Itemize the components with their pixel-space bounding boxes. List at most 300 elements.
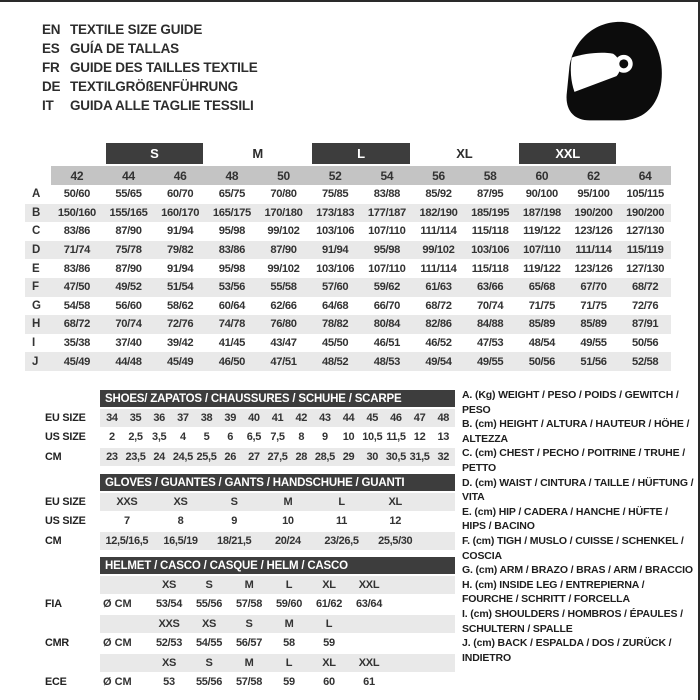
table-row (25, 222, 671, 241)
size-value: 49/54 (425, 355, 452, 368)
size-value: 46/51 (373, 337, 400, 350)
helmet-size-label: S (205, 578, 213, 591)
size-number: 48 (206, 166, 258, 185)
size-value: 74/78 (218, 318, 245, 331)
size-value: 83/88 (373, 188, 400, 201)
size-value: 103/106 (316, 262, 355, 275)
size-value: 61/63 (425, 281, 452, 294)
sub-row (45, 512, 455, 530)
size-number: 46 (154, 166, 206, 185)
helmet-size-value: 61/62 (315, 598, 343, 610)
size-value: 68/72 (63, 318, 90, 331)
size-value: 72/76 (167, 318, 194, 331)
sub-row (45, 493, 455, 511)
shoes-rows (45, 409, 455, 466)
helmet-size-value: 53/54 (155, 598, 183, 610)
size-value: 95/98 (373, 244, 400, 257)
helmet-table (45, 557, 455, 691)
size-value: 52/58 (632, 355, 659, 368)
size-value: 119/122 (523, 225, 561, 238)
size-value: 65/68 (528, 281, 555, 294)
size-value: 115/119 (626, 244, 664, 257)
size-value: 70/80 (270, 188, 297, 201)
size-number: 54 (361, 166, 413, 185)
size-value: 127/130 (626, 262, 665, 275)
sub-value: 13 (437, 431, 450, 443)
sub-value: 9 (231, 515, 238, 527)
size-value: 90/100 (525, 188, 558, 201)
size-value: 119/122 (523, 262, 561, 275)
size-value: 49/55 (580, 337, 607, 350)
helmet-size-band (100, 576, 455, 594)
size-value: 39/42 (167, 337, 194, 350)
size-value: 85/89 (580, 318, 607, 331)
sub-row-cells (100, 431, 455, 443)
shoes-header: SHOES/ ZAPATOS / CHAUSSURES / SCHUHE / SCARPE (100, 390, 455, 407)
size-value: 47/51 (270, 355, 297, 368)
size-value: 45/50 (322, 337, 349, 350)
sub-row-band (100, 493, 455, 511)
sub-value: 23/26,5 (324, 534, 359, 547)
sub-value: XL (388, 495, 402, 508)
size-value: 43/47 (270, 337, 297, 350)
sub-value: 38 (200, 411, 213, 424)
size-value: 103/106 (471, 244, 510, 257)
size-value: 111/114 (575, 244, 612, 257)
size-value: 190/200 (626, 206, 665, 219)
helmet-size-label: S (245, 617, 253, 630)
table-row (25, 259, 671, 278)
measurement-legend (462, 388, 694, 665)
size-value: 58/62 (167, 299, 194, 312)
size-value: 76/80 (270, 318, 297, 331)
size-value: 37/40 (115, 337, 142, 350)
size-group-label: L (312, 143, 409, 164)
sub-value: 7,5 (270, 431, 285, 443)
language-code: FR (42, 60, 60, 75)
size-value: 47/50 (63, 281, 90, 294)
sub-value: 10 (282, 515, 294, 527)
sub-value: 8 (298, 431, 305, 443)
helmet-size-row (45, 615, 455, 633)
language-row (42, 20, 258, 39)
row-letter: A (32, 188, 41, 201)
size-value: 87/90 (270, 244, 297, 257)
size-value: 51/56 (580, 355, 607, 368)
sub-value: 24,5 (172, 450, 193, 463)
sub-value: 12 (413, 431, 426, 443)
sub-value: 30,5 (385, 450, 406, 463)
sub-value: 10,5 (362, 431, 383, 443)
size-value: 85/92 (425, 188, 452, 201)
sub-row-label (45, 615, 100, 633)
helmet-size-value: 57/58 (235, 598, 263, 610)
helmet-size-value: 63/64 (355, 598, 383, 610)
size-value: 44/48 (115, 355, 142, 368)
sub-value: 36 (153, 411, 165, 424)
helmet-standard-row (45, 595, 455, 613)
size-value: 75/78 (115, 244, 142, 257)
size-value: 87/90 (115, 225, 142, 238)
size-value: 50/60 (63, 188, 90, 201)
sub-value: 34 (106, 411, 118, 424)
table-row (25, 297, 671, 316)
size-value: 71/75 (580, 299, 607, 312)
guide-title: GUIDA ALLE TAGLIE TESSILI (70, 98, 254, 113)
size-group-label: M (252, 146, 263, 161)
helmet-size-label: M (244, 578, 254, 591)
sub-row-cells (100, 496, 422, 508)
sub-value: 6,5 (246, 431, 261, 443)
number-row-spacer (25, 166, 51, 185)
sub-row-band (100, 512, 455, 530)
language-row (42, 96, 258, 115)
table-row (25, 352, 671, 371)
sub-value: 11 (336, 515, 347, 527)
size-value: 91/94 (167, 225, 194, 238)
helmet-size-label: M (244, 656, 254, 669)
size-group-label: XXL (519, 143, 616, 164)
sub-value: 41 (271, 411, 284, 424)
size-value: 177/187 (367, 206, 406, 219)
sub-value: XS (173, 495, 188, 508)
size-value: 95/98 (218, 225, 245, 238)
row-letter: G (32, 299, 41, 312)
size-value: 127/130 (626, 225, 665, 238)
size-value: 48/52 (322, 355, 349, 368)
sub-value: 26 (224, 450, 236, 463)
size-data-rows (25, 185, 671, 371)
sub-row-label (45, 654, 100, 672)
size-value: 80/84 (373, 318, 400, 331)
size-number: 60 (516, 166, 568, 185)
helmet-size-label: XL (322, 578, 336, 591)
size-value: 57/60 (322, 281, 349, 294)
size-value: 56/60 (115, 299, 142, 312)
helmet-size-label: M (284, 617, 294, 630)
helmet-standard-name: FIA (45, 598, 62, 610)
size-value: 95/100 (577, 188, 610, 201)
size-value: 111/114 (420, 262, 457, 275)
language-code: EN (42, 22, 61, 37)
sub-value: 47 (413, 411, 426, 424)
helmet-rows (45, 576, 455, 692)
legend-item: C. (cm) CHEST / PECHO / POITRINE / TRUHE / PETTO (462, 447, 685, 474)
size-value: 87/90 (115, 262, 142, 275)
language-row (42, 77, 258, 96)
sub-row (45, 409, 455, 427)
row-letter: J (32, 355, 39, 368)
legend-item: B. (cm) HEIGHT / ALTURA / HAUTEUR / HÖHE / ALTEZZA (462, 418, 690, 445)
helmet-size-value: 61 (363, 676, 375, 688)
size-value: 35/38 (63, 337, 90, 350)
legend-item: H. (cm) INSIDE LEG / ENTREPIERNA / FOURCHE / SCHRITT / FORCELLA (462, 578, 645, 606)
size-value: 91/94 (322, 244, 349, 257)
size-value: 55/65 (115, 188, 142, 201)
size-value: 115/118 (471, 225, 509, 238)
diameter-label: Ø CM (103, 637, 132, 649)
size-value: 53/56 (218, 281, 245, 294)
size-value: 87/91 (632, 318, 659, 331)
row-letter: E (32, 262, 40, 275)
language-row (42, 58, 258, 77)
sub-value: 23 (106, 450, 118, 463)
sub-row-label: US SIZE (45, 431, 86, 443)
legend-item: A. (Kg) WEIGHT / PESO / POIDS / GEWITCH / PESO (462, 389, 679, 416)
helmet-size-label: XL (322, 656, 336, 669)
sub-value: 12,5/16,5 (105, 534, 149, 547)
size-value: 105/115 (626, 188, 664, 201)
size-value: 63/66 (477, 281, 504, 294)
size-value: 83/86 (218, 244, 245, 257)
language-row (42, 39, 258, 58)
racing-helmet-icon (556, 14, 668, 126)
helmet-size-value: 59/60 (275, 598, 303, 610)
helmet-size-label: XS (161, 578, 177, 591)
size-value: 85/89 (528, 318, 555, 331)
size-value: 107/110 (523, 244, 561, 257)
sub-value: 35 (129, 411, 142, 424)
page-top-border (0, 0, 700, 2)
size-value: 187/198 (522, 206, 561, 219)
size-value: 84/88 (477, 318, 504, 331)
sub-value: 40 (248, 411, 260, 424)
size-number: 58 (464, 166, 516, 185)
helmet-size-label: L (285, 578, 293, 591)
legend-item: F. (cm) TIGH / MUSLO / CUISSE / SCHENKEL / COSCIA (462, 534, 684, 562)
size-value: 173/183 (316, 206, 355, 219)
sub-row-band (100, 428, 455, 446)
sub-row (45, 428, 455, 446)
size-value: 83/86 (63, 262, 90, 275)
size-value: 103/106 (316, 225, 355, 238)
size-value: 165/175 (212, 206, 251, 219)
size-value: 107/110 (368, 225, 406, 238)
sub-value: 7 (123, 515, 130, 527)
helmet-size-value: 55/56 (195, 598, 223, 610)
helmet-standard-row (45, 673, 455, 691)
sub-row-band (100, 409, 455, 427)
sub-value: 48 (437, 411, 450, 424)
helmet-size-value: 55/56 (195, 676, 223, 688)
size-value: 115/118 (471, 262, 509, 275)
helmet-size-value: 53 (163, 676, 175, 688)
size-value: 68/72 (632, 281, 659, 294)
size-value: 66/70 (373, 299, 400, 312)
helmet-size-label: XXL (358, 578, 380, 591)
size-value: 49/55 (477, 355, 504, 368)
sub-value: 12 (389, 515, 401, 527)
guide-title: TEXTILE SIZE GUIDE (70, 22, 203, 37)
helmet-header: HELMET / CASCO / CASQUE / HELM / CASCO (100, 557, 455, 574)
size-number: 50 (258, 166, 310, 185)
size-value: 48/53 (373, 355, 400, 368)
size-value: 48/54 (528, 337, 555, 350)
sub-row-label (45, 576, 100, 594)
helmet-size-label: L (285, 656, 293, 669)
size-value: 62/66 (270, 299, 297, 312)
sub-value: 10 (342, 431, 355, 443)
sub-value: 3,5 (152, 431, 167, 443)
sub-row-label: EU SIZE (45, 495, 86, 508)
size-value: 78/82 (322, 318, 349, 331)
gloves-header: GLOVES / GUANTES / GANTS / HANDSCHUHE / GUANTI (100, 474, 455, 491)
size-number: 56 (413, 166, 465, 185)
language-code: IT (42, 98, 54, 113)
size-value: 70/74 (115, 318, 142, 331)
size-value: 182/190 (419, 206, 458, 219)
size-value: 41/45 (218, 337, 245, 350)
sub-value: 30 (366, 450, 378, 463)
size-value: 71/74 (63, 244, 90, 257)
sub-value: 37 (177, 411, 189, 424)
sub-value: 27,5 (267, 450, 288, 463)
table-row (25, 278, 671, 297)
sub-value: 5 (203, 431, 210, 443)
size-value: 123/126 (574, 225, 613, 238)
size-value: 60/64 (218, 299, 245, 312)
sub-value: 31,5 (409, 450, 430, 463)
size-value: 160/170 (161, 206, 200, 219)
row-letter: F (32, 281, 40, 294)
sub-value: 43 (319, 411, 331, 424)
size-number: 64 (619, 166, 671, 185)
size-value: 107/110 (368, 262, 406, 275)
row-letter: I (32, 337, 36, 350)
size-value: 87/95 (477, 188, 504, 201)
shoes-table (45, 390, 455, 466)
language-title-list (42, 20, 258, 115)
sub-row-band (100, 448, 455, 466)
size-value: 185/195 (471, 206, 510, 219)
size-number-row (25, 166, 671, 185)
sub-row-cells (100, 451, 455, 463)
size-value: 49/52 (115, 281, 142, 294)
helmet-size-label: XXS (158, 617, 180, 630)
diameter-label: Ø CM (103, 598, 132, 610)
sub-value: 20/24 (274, 534, 301, 547)
size-number: 42 (51, 166, 103, 185)
helmet-size-value: 60 (323, 676, 335, 688)
size-value: 99/102 (267, 262, 300, 275)
helmet-size-value: 54/55 (195, 637, 223, 649)
legend-item: E. (cm) HIP / CADERA / HANCHE / HÜFTE / HIPS / BACINO (462, 505, 668, 533)
helmet-value-band (100, 595, 455, 613)
sub-value: XXS (116, 495, 138, 508)
size-value: 46/52 (425, 337, 452, 350)
size-value: 190/200 (574, 206, 613, 219)
legend-item: G. (cm) ARM / BRAZO / BRAS / ARM / BRACCIO (462, 564, 693, 577)
size-value: 45/49 (167, 355, 194, 368)
size-group-label: S (106, 143, 203, 164)
sub-value: 28,5 (314, 450, 335, 463)
table-row (25, 185, 671, 204)
helmet-size-value: 56/57 (235, 637, 263, 649)
sub-row-cells (100, 535, 422, 547)
sub-value: 2 (108, 431, 115, 443)
size-value: 79/82 (167, 244, 194, 257)
helmet-standard-row (45, 634, 455, 652)
helmet-size-value: 59 (283, 676, 295, 688)
size-number: 52 (309, 166, 361, 185)
helmet-size-value: 52/53 (155, 637, 183, 649)
helmet-size-label: XS (161, 656, 177, 669)
size-number: 62 (568, 166, 620, 185)
size-value: 170/180 (264, 206, 303, 219)
sub-value: 25,5 (196, 450, 217, 463)
helmet-standard-name: ECE (45, 676, 67, 688)
sub-value: 4 (179, 431, 186, 443)
language-code: ES (42, 41, 60, 56)
guide-title: GUIDE DES TAILLES TEXTILE (70, 60, 258, 75)
size-value: 67/70 (580, 281, 607, 294)
sub-row-cells (100, 515, 422, 527)
language-code: DE (42, 79, 61, 94)
size-value: 99/102 (267, 225, 300, 238)
row-letter: B (32, 206, 41, 219)
sub-value: 42 (295, 411, 307, 424)
sub-row-band (100, 532, 455, 550)
size-value: 51/54 (167, 281, 194, 294)
size-value: 91/94 (167, 262, 194, 275)
sub-value: 11,5 (386, 431, 406, 443)
size-value: 95/98 (218, 262, 245, 275)
sub-value: 44 (342, 411, 355, 424)
legend-item: D. (cm) WAIST / CINTURA / TAILLE / HÜFTUNG / VITA (462, 476, 694, 504)
size-value: 59/62 (373, 281, 400, 294)
row-letter: C (32, 225, 41, 238)
sub-value: S (230, 495, 238, 508)
gloves-table (45, 474, 455, 550)
size-number: 44 (103, 166, 155, 185)
helmet-size-label: XS (201, 617, 217, 630)
legend-item: J. (cm) BACK / ESPALDA / DOS / ZURÜCK / INDIETRO (462, 637, 672, 664)
diameter-label: Ø CM (103, 676, 132, 688)
helmet-size-band (100, 615, 455, 633)
helmet-size-label: XXL (358, 656, 380, 669)
helmet-standard-name: CMR (45, 637, 69, 649)
helmet-size-value: 58 (283, 637, 295, 649)
legend-item: I. (cm) SHOULDERS / HOMBROS / ÉPAULES / SCHULTERN / SPALLE (462, 607, 683, 635)
size-value: 123/126 (574, 262, 613, 275)
size-value: 64/68 (322, 299, 349, 312)
table-row (25, 334, 671, 353)
size-value: 99/102 (422, 244, 455, 257)
guide-title: GUÍA DE TALLAS (70, 41, 179, 56)
sub-value: 2,5 (128, 431, 143, 443)
sub-value: M (283, 495, 293, 508)
row-letter: D (32, 244, 41, 257)
size-value: 50/56 (528, 355, 555, 368)
size-value: 65/75 (218, 188, 245, 201)
size-value: 155/165 (109, 206, 148, 219)
sub-value: 16,5/19 (163, 534, 198, 547)
sub-value: 23,5 (125, 450, 146, 463)
helmet-value-band (100, 634, 455, 652)
size-value: 45/49 (63, 355, 90, 368)
guide-title: TEXTILGRÖßENFÜHRUNG (70, 79, 238, 94)
size-value: 68/72 (425, 299, 452, 312)
helmet-size-label: L (325, 617, 333, 630)
sub-row-label: US SIZE (45, 515, 86, 527)
size-value: 83/86 (63, 225, 90, 238)
sub-value: 29 (342, 450, 355, 463)
table-row (25, 204, 671, 223)
size-value: 82/86 (425, 318, 452, 331)
sub-row-label: CM (45, 450, 62, 463)
helmet-size-value: 57/58 (235, 676, 263, 688)
table-row (25, 315, 671, 334)
